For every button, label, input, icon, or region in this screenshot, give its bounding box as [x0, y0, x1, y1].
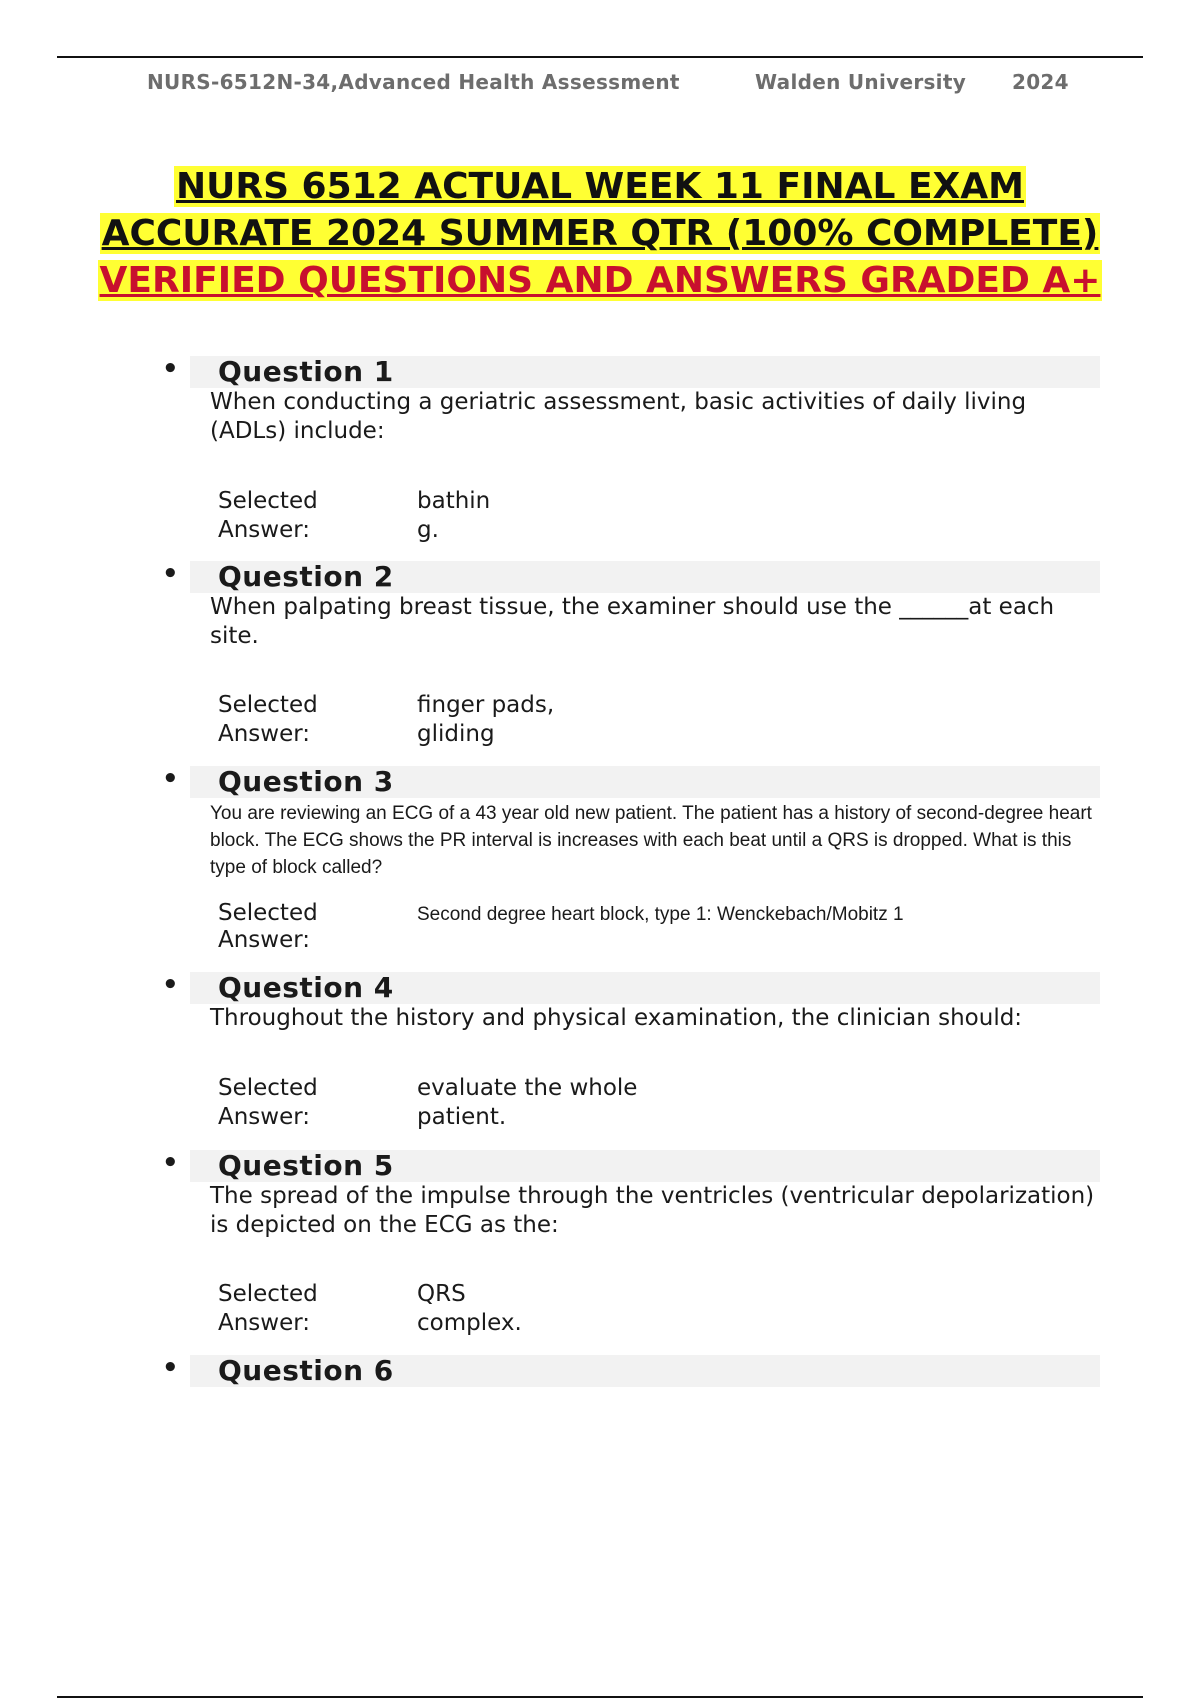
selected-answer: Second degree heart block, type 1: Wenckebach/Mobitz 1: [417, 904, 904, 925]
title-line-2: ACCURATE 2024 SUMMER QTR (100% COMPLETE): [101, 213, 1099, 254]
question-title: Question 4: [218, 971, 394, 1004]
question-text: The spread of the impulse through the ventricles (ventricular depolarization) is depicted on the ECG as the:: [210, 1183, 1095, 1238]
selected-label: Selected: [218, 1281, 318, 1307]
answer-label: Answer:: [218, 927, 311, 953]
selected-answer-cont: g.: [417, 517, 439, 543]
question-title: Question 2: [218, 560, 394, 593]
selected-answer: evaluate the whole: [417, 1075, 638, 1101]
bullet-icon: •: [162, 1353, 179, 1383]
selected-answer: QRS: [417, 1281, 466, 1307]
bullet-icon: •: [162, 970, 179, 1000]
header-rule: [57, 56, 1143, 58]
document-title: [0, 163, 1200, 304]
title-line-3: VERIFIED QUESTIONS AND ANSWERS GRADED A+: [99, 260, 1101, 301]
running-header: [0, 70, 1200, 100]
question-title: Question 5: [218, 1149, 394, 1182]
answer-label: Answer:: [218, 1104, 311, 1130]
bullet-icon: •: [162, 764, 179, 794]
question-title: Question 3: [218, 765, 394, 798]
bullet-icon: •: [162, 1148, 179, 1178]
question-text: You are reviewing an ECG of a 43 year old new patient. The patient has a history of second-degree heart block. The ECG shows the PR interval is increases with each beat until a QRS is dropped. What is this type of block called?: [210, 803, 1092, 878]
answer-label: Answer:: [218, 1310, 311, 1336]
header-year: 2024: [1012, 70, 1069, 94]
question-text: Throughout the history and physical examination, the clinician should:: [210, 1005, 1023, 1031]
question-title: Question 1: [218, 355, 394, 388]
selected-label: Selected: [218, 488, 318, 514]
bullet-icon: •: [162, 559, 179, 589]
question-text: When palpating breast tissue, the examiner should use the ______at each site.: [210, 594, 1055, 649]
selected-answer-cont: complex.: [417, 1310, 522, 1336]
selected-answer-cont: gliding: [417, 721, 495, 747]
bullet-icon: •: [162, 354, 179, 384]
selected-label: Selected: [218, 692, 318, 718]
selected-answer: bathin: [417, 488, 491, 514]
answer-label: Answer:: [218, 721, 311, 747]
question-title: Question 6: [218, 1354, 394, 1387]
selected-answer-cont: patient.: [417, 1104, 507, 1130]
selected-label: Selected: [218, 900, 318, 926]
title-line-1: NURS 6512 ACTUAL WEEK 11 FINAL EXAM: [175, 166, 1024, 207]
footer-rule: [57, 1696, 1143, 1698]
university-name: Walden University: [755, 70, 967, 94]
course-name: NURS-6512N-34,Advanced Health Assessment: [147, 70, 680, 94]
selected-label: Selected: [218, 1075, 318, 1101]
selected-answer: finger pads,: [417, 692, 555, 718]
answer-label: Answer:: [218, 517, 311, 543]
question-text: When conducting a geriatric assessment, basic activities of daily living (ADLs) include:: [210, 389, 1027, 444]
